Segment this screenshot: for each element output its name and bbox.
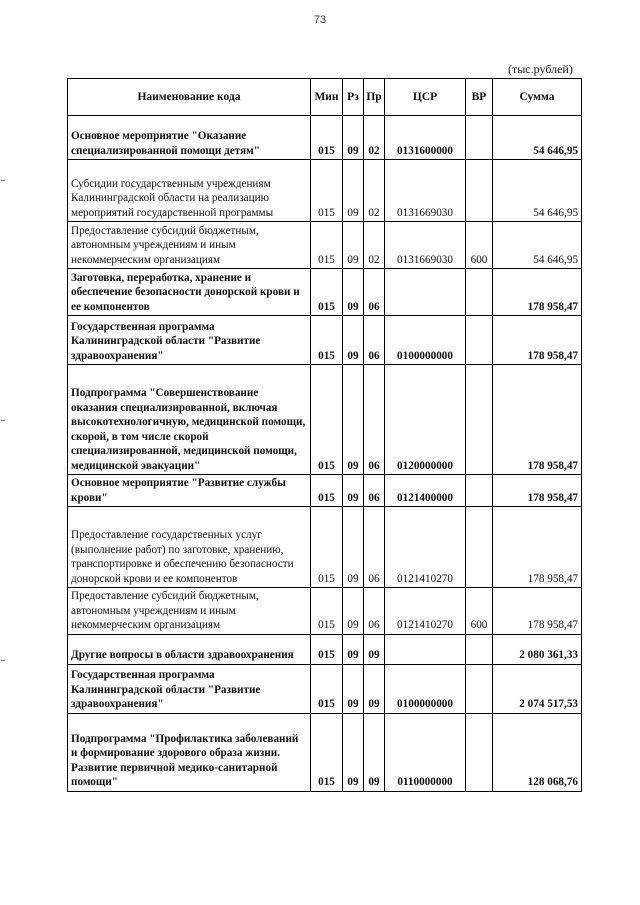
- header-vr: ВР: [466, 79, 493, 116]
- row-vr: [466, 365, 493, 475]
- row-vr: [466, 475, 493, 507]
- margin-tick: [1, 180, 5, 181]
- row-min: 015: [311, 475, 343, 507]
- row-vr: [466, 713, 493, 791]
- row-sum: 2 080 361,33: [493, 634, 582, 664]
- row-rz: 09: [343, 222, 364, 269]
- row-rz: 09: [343, 588, 364, 635]
- margin-tick: [1, 660, 5, 661]
- row-min: 015: [311, 365, 343, 475]
- row-min: 015: [311, 222, 343, 269]
- row-name: Другие вопросы в области здравоохранения: [68, 634, 311, 664]
- row-min: 015: [311, 588, 343, 635]
- table-row: [68, 365, 582, 475]
- page-number: 73: [313, 14, 327, 26]
- row-min: 015: [311, 664, 343, 713]
- row-sum: 178 958,47: [493, 475, 582, 507]
- row-csr: 0100000000: [385, 664, 466, 713]
- header-sum: Сумма: [493, 79, 582, 116]
- row-name: Основное мероприятие "Оказание специализированной помощи детям": [68, 116, 311, 160]
- row-vr: 600: [466, 222, 493, 269]
- row-rz: 09: [343, 365, 364, 475]
- row-min: 015: [311, 316, 343, 365]
- row-pr: 06: [364, 269, 385, 316]
- table-row: [68, 316, 582, 365]
- row-vr: [466, 116, 493, 160]
- row-pr: 02: [364, 160, 385, 222]
- table-row: [68, 222, 582, 269]
- row-pr: 02: [364, 222, 385, 269]
- row-name: Подпрограмма "Профилактика заболеваний и формирование здорового образа жизни. Развитие первичной медико-санитарной помощи": [68, 713, 311, 791]
- header-min: Мин: [311, 79, 343, 116]
- row-rz: 09: [343, 475, 364, 507]
- row-pr: 02: [364, 116, 385, 160]
- row-csr: 0131669030: [385, 222, 466, 269]
- row-vr: [466, 269, 493, 316]
- row-name: Государственная программа Калининградской области "Развитие здравоохранения": [68, 316, 311, 365]
- row-pr: 06: [364, 507, 385, 588]
- row-sum: 54 646,95: [493, 116, 582, 160]
- row-rz: 09: [343, 664, 364, 713]
- table-row: [68, 160, 582, 222]
- row-sum: 178 958,47: [493, 365, 582, 475]
- row-sum: 2 074 517,53: [493, 664, 582, 713]
- row-sum: 54 646,95: [493, 222, 582, 269]
- row-sum: 54 646,95: [493, 160, 582, 222]
- table-header-row: [68, 79, 582, 116]
- row-name: Заготовка, переработка, хранение и обеспечение безопасности донорской крови и ее компонентов: [68, 269, 311, 316]
- row-sum: 178 958,47: [493, 269, 582, 316]
- row-rz: 09: [343, 116, 364, 160]
- row-sum: 178 958,47: [493, 316, 582, 365]
- row-name: Предоставление субсидий бюджетным, автономным учреждениям и иным некоммерческим организациям: [68, 588, 311, 635]
- row-csr: 0121410270: [385, 507, 466, 588]
- row-csr: 0100000000: [385, 316, 466, 365]
- row-csr: 0121410270: [385, 588, 466, 635]
- table-row: [68, 507, 582, 588]
- row-rz: 09: [343, 634, 364, 664]
- header-rz: Рз: [343, 79, 364, 116]
- row-min: 015: [311, 269, 343, 316]
- row-name: Основное мероприятие "Развитие службы крови": [68, 475, 311, 507]
- budget-table: [67, 78, 582, 792]
- row-vr: [466, 507, 493, 588]
- row-rz: 09: [343, 160, 364, 222]
- row-min: 015: [311, 116, 343, 160]
- row-pr: 09: [364, 713, 385, 791]
- row-rz: 09: [343, 316, 364, 365]
- row-rz: 09: [343, 269, 364, 316]
- row-csr: 0131600000: [385, 116, 466, 160]
- table-row: [68, 475, 582, 507]
- row-pr: 06: [364, 365, 385, 475]
- row-min: 015: [311, 713, 343, 791]
- table-row: [68, 664, 582, 713]
- table-row: [68, 269, 582, 316]
- row-vr: 600: [466, 588, 493, 635]
- row-csr: 0121400000: [385, 475, 466, 507]
- row-pr: 06: [364, 475, 385, 507]
- row-vr: [466, 316, 493, 365]
- row-csr: 0120000000: [385, 365, 466, 475]
- row-sum: 178 958,47: [493, 507, 582, 588]
- row-sum: 178 958,47: [493, 588, 582, 635]
- header-pr: Пр: [364, 79, 385, 116]
- row-pr: 09: [364, 664, 385, 713]
- table-row: [68, 588, 582, 635]
- row-min: 015: [311, 507, 343, 588]
- table-row: [68, 634, 582, 664]
- row-name: Предоставление субсидий бюджетным, автономным учреждениям и иным некоммерческим организациям: [68, 222, 311, 269]
- row-pr: 09: [364, 634, 385, 664]
- row-csr: [385, 634, 466, 664]
- table-row: [68, 116, 582, 160]
- margin-tick: [1, 420, 5, 421]
- row-pr: 06: [364, 588, 385, 635]
- row-min: 015: [311, 634, 343, 664]
- row-vr: [466, 634, 493, 664]
- row-csr: 0110000000: [385, 713, 466, 791]
- row-csr: 0131669030: [385, 160, 466, 222]
- row-min: 015: [311, 160, 343, 222]
- row-vr: [466, 160, 493, 222]
- header-name: Наименование кода: [68, 79, 311, 116]
- row-name: Подпрограмма "Совершенствование оказания специализированной, включая высокотехнологичную, медицинской помощи, скорой, в том числе скорой специализированной, медицинской помощи, медицинской эвакуации": [68, 365, 311, 475]
- table-row: [68, 713, 582, 791]
- header-csr: ЦСР: [385, 79, 466, 116]
- row-rz: 09: [343, 507, 364, 588]
- row-name: Предоставление государственных услуг (выполнение работ) по заготовке, хранению, транспортировке и обеспечению безопасности донорской крови и ее компонентов: [68, 507, 311, 588]
- row-name: Государственная программа Калининградской области "Развитие здравоохранения": [68, 664, 311, 713]
- row-vr: [466, 664, 493, 713]
- row-csr: [385, 269, 466, 316]
- row-pr: 06: [364, 316, 385, 365]
- row-name: Субсидии государственным учреждениям Калининградской области на реализацию мероприятий государственной программы: [68, 160, 311, 222]
- row-sum: 128 068,76: [493, 713, 582, 791]
- row-rz: 09: [343, 713, 364, 791]
- units-label: (тыс.рублей): [508, 62, 573, 76]
